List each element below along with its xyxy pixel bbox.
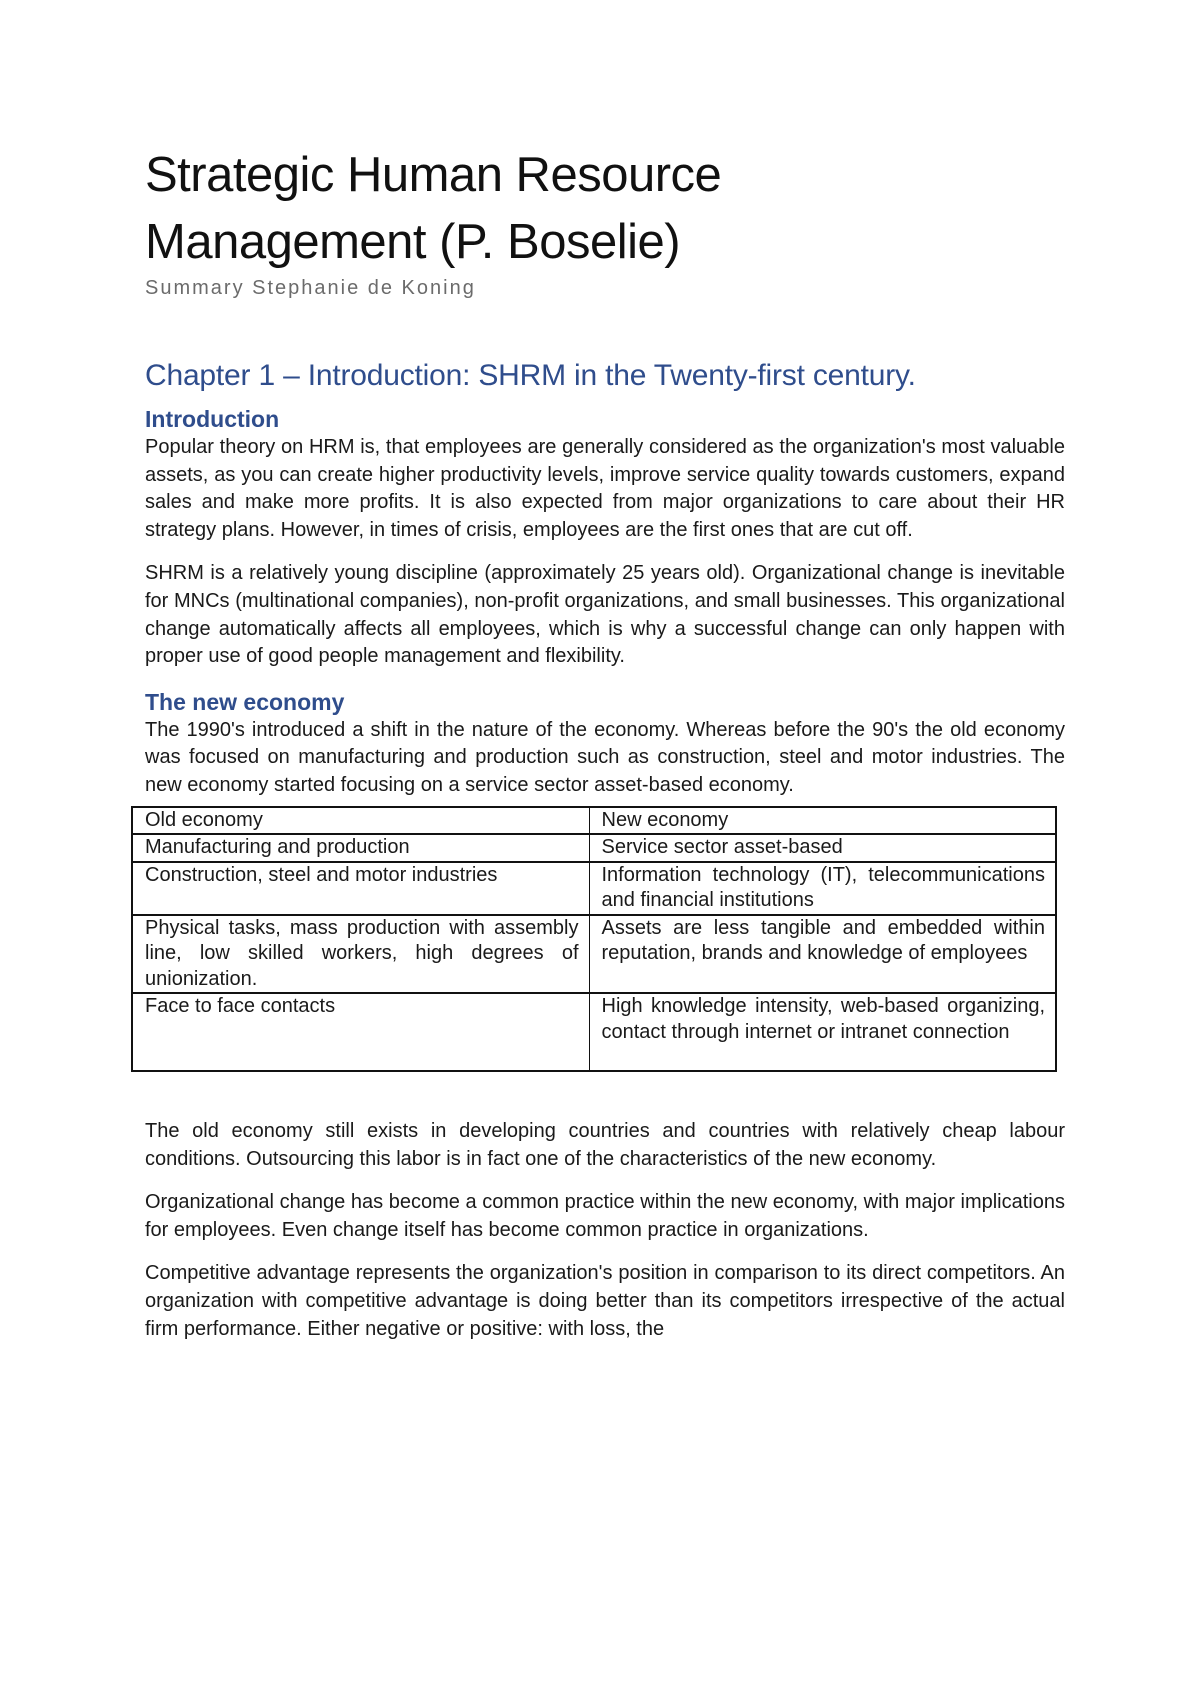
table-cell-old: Manufacturing and production [132, 834, 589, 862]
table-cell-new: New economy [589, 807, 1056, 835]
new-economy-paragraph-4: Competitive advantage represents the organization's position in comparison to its direct competitors. An organization with competitive advantage is doing better than its competitors irrespective of the actual firm performance. Either negative or positive: with loss, the [145, 1262, 1065, 1340]
document-page [145, 142, 1065, 1359]
table-row [132, 862, 1056, 915]
chapter-heading: Chapter 1 – Introduction: SHRM in the Twenty-first century. [145, 359, 916, 392]
document-title-line-2: Management (P. Boselie) [145, 215, 681, 269]
table-row [132, 807, 1056, 835]
table-row [132, 915, 1056, 994]
section-heading-new-economy: The new economy [145, 688, 345, 715]
table-cell-new: Service sector asset-based [589, 834, 1056, 862]
new-economy-paragraph-1: The 1990's introduced a shift in the nature of the economy. Whereas before the 90's the old economy was focused on manufacturing and production such as construction, steel and motor industries. The new economy started focusing on a service sector asset-based economy. [145, 718, 1065, 796]
document-title [145, 142, 1065, 276]
economy-comparison-table-wrapper [131, 806, 1055, 1073]
section-heading-introduction: Introduction [145, 406, 280, 432]
document-title-line-1: Strategic Human Resource [145, 148, 722, 202]
economy-comparison-table [131, 806, 1057, 1073]
table-cell-new: Information technology (IT), telecommunications and financial institutions [589, 862, 1056, 915]
table-row [132, 834, 1056, 862]
table-row [132, 993, 1056, 1071]
document-subtitle: Summary Stephanie de Koning [145, 277, 476, 299]
introduction-paragraph-2: SHRM is a relatively young discipline (approximately 25 years old). Organizational change is inevitable for MNCs (multinational companies), non-profit organizations, and small businesses. This organizational change automatically affects all employees, which is why a successful change can only happen with proper use of good people management and flexibility. [145, 562, 1065, 668]
table-cell-old: Construction, steel and motor industries [132, 862, 589, 915]
table-cell-old: Physical tasks, mass production with assembly line, low skilled workers, high degrees of unionization. [132, 915, 589, 994]
new-economy-paragraph-2: The old economy still exists in developing countries and countries with relatively cheap labour conditions. Outsourcing this labor is in fact one of the characteristics of the new economy. [145, 1120, 1065, 1170]
table-cell-new: Assets are less tangible and embedded within reputation, brands and knowledge of employees [589, 915, 1056, 994]
table-cell-old: Face to face contacts [132, 993, 589, 1071]
introduction-paragraph-1: Popular theory on HRM is, that employees are generally considered as the organization's most valuable assets, as you can create higher productivity levels, improve service quality towards customers, expand sales and make more profits. It is also expected from major organizations to care about their HR strategy plans. However, in times of crisis, employees are the first ones that are cut off. [145, 436, 1065, 541]
table-cell-old: Old economy [132, 807, 589, 835]
new-economy-paragraph-3: Organizational change has become a common practice within the new economy, with major implications for employees. Even change itself has become common practice in organizations. [145, 1191, 1065, 1241]
table-cell-new: High knowledge intensity, web-based organizing, contact through internet or intranet connection [589, 993, 1056, 1071]
